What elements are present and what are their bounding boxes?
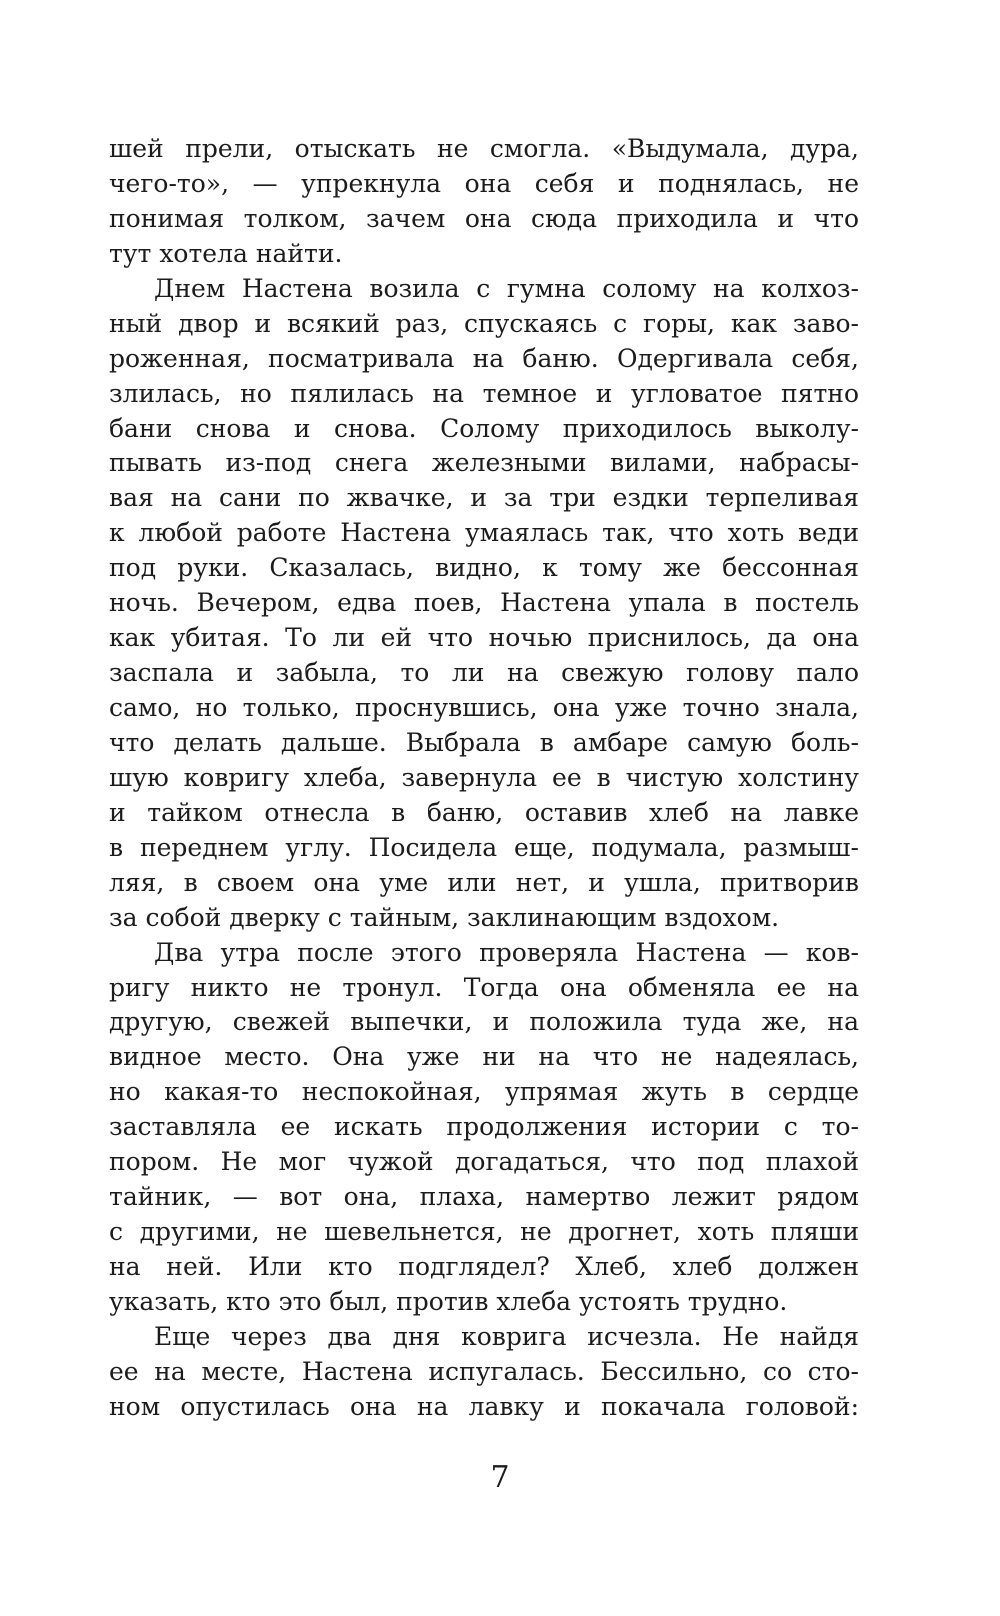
page-number: 7 [490,1460,510,1495]
text-line: к любой работе Настена умаялась так, что хоть веди [109,518,859,548]
text-line: ригу никто не тронул. Тогда она обменяла ее на [109,972,859,1002]
text-line: другую, свежей выпечки, и положила туда же, на [109,1007,859,1037]
text-line: пором. Не мог чужой догадаться, что под плахой [109,1147,859,1177]
text-line: роженная, посматривала на баню. Одергивала себя, [109,343,859,373]
text-line: и тайком отнесла в баню, оставив хлеб на лавке [109,797,859,827]
text-line: ляя, в своем она уме или нет, и ушла, притворив [109,867,859,897]
text-line: тут хотела найти. [109,238,343,268]
text-line: шую ковригу хлеба, завернула ее в чистую холстину [109,762,859,792]
text-line: ный двор и всякий раз, спускаясь с горы, как заво- [109,308,859,338]
text-line: злилась, но пялилась на темное и угловатое пятно [109,378,859,408]
text-line: Два утра после этого проверяла Настена — ков- [154,937,859,967]
text-line: заспала и забыла, то ли на свежую голову пало [109,658,859,688]
text-line: с другими, не шевельнется, не дрогнет, хоть пляши [109,1217,859,1247]
text-line: ночь. Вечером, едва поев, Настена упала в постель [109,588,859,618]
text-line: понимая толком, зачем она сюда приходила и что [109,203,859,233]
text-line: вая на сани по жвачке, и за три ездки терпеливая [109,483,859,513]
text-line: что делать дальше. Выбрала в амбаре самую боль- [109,727,859,757]
text-line: указать, кто это был, против хлеба устоять трудно. [109,1286,788,1316]
text-line: Еще через два дня коврига исчезла. Не найдя [154,1321,859,1351]
text-line: бани снова и снова. Солому приходилось выколу- [109,413,859,443]
text-line: но какая-то неспокойная, упрямая жуть в сердце [109,1077,859,1107]
text-line: ее на месте, Настена испугалась. Бессильно, со сто- [109,1356,859,1386]
text-line: под руки. Сказалась, видно, к тому же бессонная [109,553,859,583]
text-line: пывать из-под снега железными вилами, набрасы- [109,448,859,478]
text-line: заставляла ее искать продолжения истории с то- [109,1112,859,1142]
text-line: чего-то», — упрекнула она себя и поднялась, не [109,168,859,198]
text-line: в переднем углу. Посидела еще, подумала, размыш- [109,832,859,862]
text-line: на ней. Или кто подглядел? Хлеб, хлеб должен [109,1252,859,1281]
text-line: как убитая. То ли ей что ночью приснилось, да она [109,623,859,653]
body-text [109,132,859,1425]
text-line: тайник, — вот она, плаха, намертво лежит рядом [109,1182,859,1212]
text-line: Днем Настена возила с гумна солому на колхоз- [154,273,859,303]
text-line: видное место. Она уже ни на что не надеялась, [109,1042,859,1072]
text-line: за собой дверку с тайным, заклинающим вздохом. [109,902,780,932]
text-line: само, но только, проснувшись, она уже точно знала, [109,693,859,722]
text-line: ном опустилась она на лавку и покачала головой: [109,1391,859,1421]
text-line: шей прели, отыскать не смогла. «Выдумала, дура, [109,134,859,163]
